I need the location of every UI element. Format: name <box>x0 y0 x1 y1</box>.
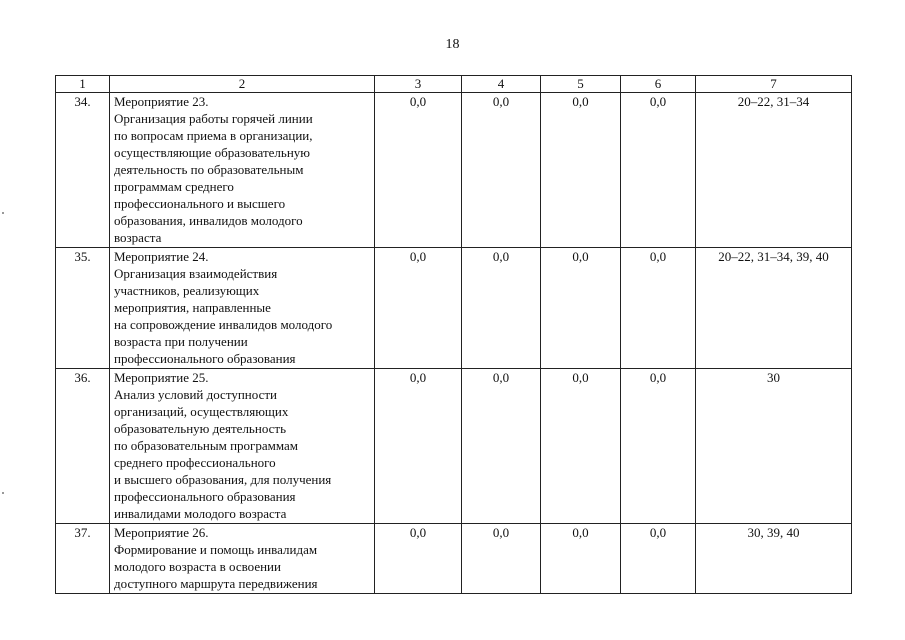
indicator-refs: 20–22, 31–34, 39, 40 <box>696 248 852 369</box>
indicator-refs: 20–22, 31–34 <box>696 93 852 248</box>
measure-text-line: на сопровождение инвалидов молодого <box>114 317 333 332</box>
measure-text-line: и высшего образования, для получения <box>114 472 332 487</box>
measure-text-line: профессионального образования <box>114 351 296 366</box>
measure-text-line: инвалидами молодого возраста <box>114 506 287 521</box>
measure-text-line: Анализ условий доступности <box>114 387 277 402</box>
value-col-4: 0,0 <box>462 248 541 369</box>
measure-description <box>110 524 375 594</box>
value-col-5: 0,0 <box>541 93 621 248</box>
value-col-4: 0,0 <box>462 93 541 248</box>
header-col-7: 7 <box>696 76 852 93</box>
value-col-3: 0,0 <box>375 248 462 369</box>
measure-text-line: профессионального и высшего <box>114 196 286 211</box>
row-number: 36. <box>56 369 110 524</box>
header-col-1: 1 <box>56 76 110 93</box>
measure-text-line: образования, инвалидов молодого <box>114 213 303 228</box>
header-col-3: 3 <box>375 76 462 93</box>
value-col-6: 0,0 <box>621 93 696 248</box>
measure-text-line: деятельность по образовательным <box>114 162 304 177</box>
measure-text-line: Формирование и помощь инвалидам <box>114 542 318 557</box>
page-number: 18 <box>445 37 460 52</box>
measure-text-line: Организация взаимодействия <box>114 266 278 281</box>
measure-description <box>110 93 375 248</box>
value-col-3: 0,0 <box>375 524 462 594</box>
row-number: 35. <box>56 248 110 369</box>
table-row <box>56 248 852 369</box>
measure-text-line: Организация работы горячей линии <box>114 111 313 126</box>
value-col-5: 0,0 <box>541 248 621 369</box>
measure-text-line: образовательную деятельность <box>114 421 287 436</box>
measure-title: Мероприятие 24. <box>114 249 209 264</box>
table-row <box>56 524 852 594</box>
value-col-3: 0,0 <box>375 369 462 524</box>
measure-text-line: по вопросам приема в организации, <box>114 128 313 143</box>
measure-title: Мероприятие 26. <box>114 525 209 540</box>
header-col-2: 2 <box>110 76 375 93</box>
row-number: 34. <box>56 93 110 248</box>
measure-text-line: программам среднего <box>114 179 234 194</box>
value-col-4: 0,0 <box>462 524 541 594</box>
measure-description <box>110 248 375 369</box>
value-col-5: 0,0 <box>541 524 621 594</box>
scan-edge-mark <box>2 492 4 494</box>
value-col-6: 0,0 <box>621 369 696 524</box>
measure-title: Мероприятие 23. <box>114 94 209 109</box>
measure-title: Мероприятие 25. <box>114 370 209 385</box>
value-col-6: 0,0 <box>621 248 696 369</box>
measure-text-line: участников, реализующих <box>114 283 260 298</box>
measure-text-line: возраста <box>114 230 162 245</box>
header-col-5: 5 <box>541 76 621 93</box>
measure-text-line: организаций, осуществляющих <box>114 404 289 419</box>
measure-text-line: возраста при получении <box>114 334 248 349</box>
indicator-refs: 30, 39, 40 <box>696 524 852 594</box>
indicator-refs: 30 <box>696 369 852 524</box>
table-row <box>56 369 852 524</box>
value-col-3: 0,0 <box>375 93 462 248</box>
measure-text-line: среднего профессионального <box>114 455 276 470</box>
value-col-5: 0,0 <box>541 369 621 524</box>
measure-text-line: доступного маршрута передвижения <box>114 576 318 591</box>
table-row <box>56 93 852 248</box>
measure-text-line: по образовательным программам <box>114 438 299 453</box>
measure-text-line: осуществляющие образовательную <box>114 145 310 160</box>
measure-text-line: профессионального образования <box>114 489 296 504</box>
header-col-6: 6 <box>621 76 696 93</box>
header-row <box>56 76 852 93</box>
measures-table <box>55 75 852 594</box>
header-col-4: 4 <box>462 76 541 93</box>
value-col-6: 0,0 <box>621 524 696 594</box>
measure-text-line: мероприятия, направленные <box>114 300 271 315</box>
measure-description <box>110 369 375 524</box>
row-number: 37. <box>56 524 110 594</box>
value-col-4: 0,0 <box>462 369 541 524</box>
table-header <box>56 76 852 93</box>
scan-edge-mark <box>2 212 4 214</box>
measure-text-line: молодого возраста в освоении <box>114 559 281 574</box>
